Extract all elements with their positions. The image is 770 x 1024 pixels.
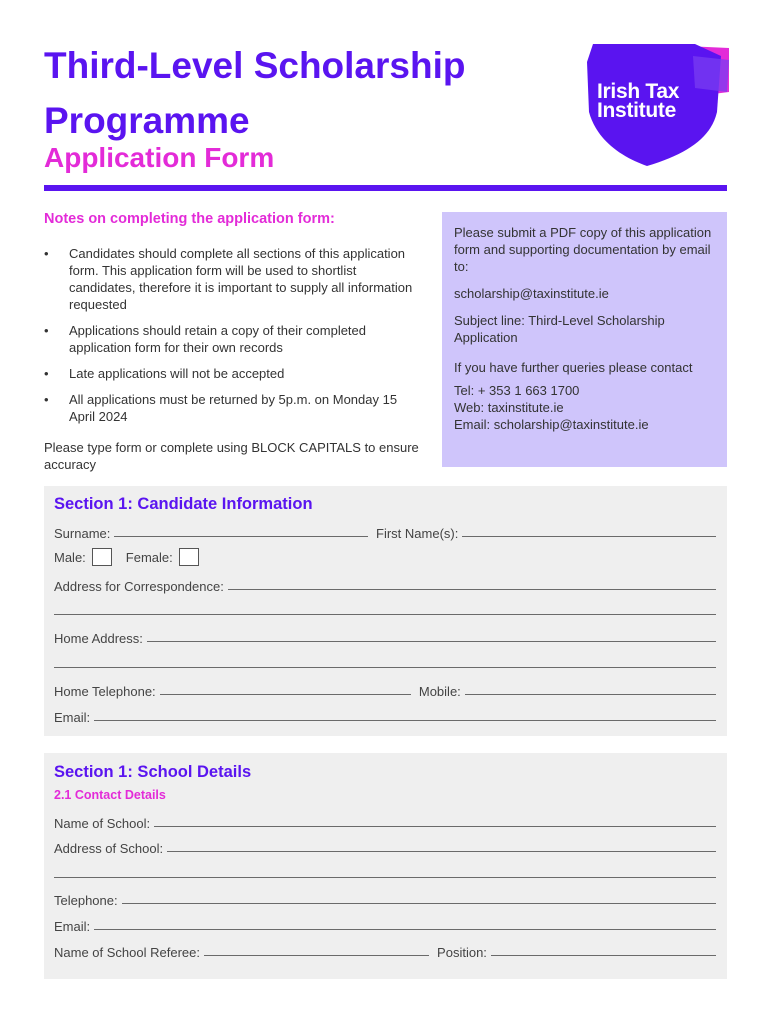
subject-line: Subject line: Third-Level Scholarship Application (454, 313, 665, 345)
school-name-label: Name of School: (54, 816, 151, 831)
contact-web[interactable]: Web: taxinstitute.ie (454, 400, 564, 415)
section-subtitle: 2.1 Contact Details (54, 788, 166, 802)
section-title: Section 1: School Details (54, 763, 252, 781)
candidate-information-section (44, 486, 727, 736)
queries-text: If you have further queries please contact (454, 360, 693, 375)
list-item: • All applications must be returned by 5p.m. on Monday 15 April 2024 (44, 392, 398, 424)
female-label: Female: (125, 549, 173, 565)
email-field[interactable] (94, 720, 716, 721)
surname-field[interactable] (114, 536, 368, 537)
home-address-label: Home Address: (54, 631, 143, 646)
mobile-field[interactable] (465, 694, 716, 695)
school-telephone-label: Telephone: (54, 893, 118, 908)
page-title (44, 38, 564, 148)
male-label: Male: (54, 549, 86, 565)
position-field[interactable] (491, 955, 716, 956)
home-address-field[interactable] (147, 641, 716, 642)
bullet-icon: • (44, 323, 49, 338)
address-correspondence-field[interactable] (228, 589, 716, 590)
submission-info-box (442, 212, 727, 467)
submission-email[interactable]: scholarship@taxinstitute.ie (454, 286, 609, 301)
logo-text-line1: Irish Tax (597, 80, 680, 103)
notes-heading: Notes on completing the application form: (44, 211, 335, 227)
school-address-label: Address of School: (54, 841, 164, 856)
home-address-field-line2[interactable] (54, 667, 716, 668)
school-referee-field[interactable] (204, 955, 429, 956)
address-correspondence-field-line2[interactable] (54, 614, 716, 615)
list-item: • Late applications will not be accepted (44, 366, 285, 381)
school-email-label: Email: (54, 919, 91, 934)
notes-footer: Please type form or complete using BLOCK CAPITALS to ensure accuracy (44, 440, 419, 472)
bullet-icon: • (44, 246, 49, 261)
header-divider (44, 185, 727, 191)
notes-list (44, 245, 424, 434)
bullet-icon: • (44, 366, 49, 381)
page-subtitle: Application Form (44, 142, 275, 173)
email-label: Email: (54, 710, 91, 725)
school-email-field[interactable] (94, 929, 716, 930)
section-title: Section 1: Candidate Information (54, 495, 313, 513)
contact-tel: Tel: + 353 1 663 1700 (454, 383, 580, 398)
contact-email[interactable]: Email: scholarship@taxinstitute.ie (454, 417, 649, 432)
school-address-field-line2[interactable] (54, 877, 716, 878)
home-telephone-label: Home Telephone: (54, 684, 156, 699)
address-correspondence-label: Address for Correspondence: (54, 579, 224, 594)
logo-text-line2: Institute (597, 99, 676, 122)
mobile-label: Mobile: (418, 684, 461, 699)
position-label: Position: (437, 945, 487, 960)
school-name-field[interactable] (154, 826, 716, 827)
school-telephone-field[interactable] (122, 903, 716, 904)
male-checkbox[interactable] (92, 548, 112, 566)
first-names-field[interactable] (462, 536, 716, 537)
school-referee-label: Name of School Referee: (54, 945, 200, 960)
school-address-field[interactable] (167, 851, 716, 852)
list-item: • Candidates should complete all sections of this application form. This application form will be used to shortlist candidates, therefore it is important to supply all information requested (44, 246, 413, 312)
list-item: • Applications should retain a copy of their completed application form for their own records (44, 323, 367, 355)
surname-label: Surname: (54, 526, 111, 541)
irish-tax-institute-logo (583, 42, 731, 168)
school-details-section (44, 753, 727, 979)
title-line-1: Third-Level Scholarship (44, 45, 466, 86)
bullet-icon: • (44, 392, 49, 407)
first-names-label: First Name(s): (376, 526, 459, 541)
female-checkbox[interactable] (179, 548, 199, 566)
title-line-2: Programme (44, 100, 250, 141)
submission-instructions: Please submit a PDF copy of this application form and supporting documentation by email to: (454, 225, 712, 274)
home-telephone-field[interactable] (160, 694, 411, 695)
